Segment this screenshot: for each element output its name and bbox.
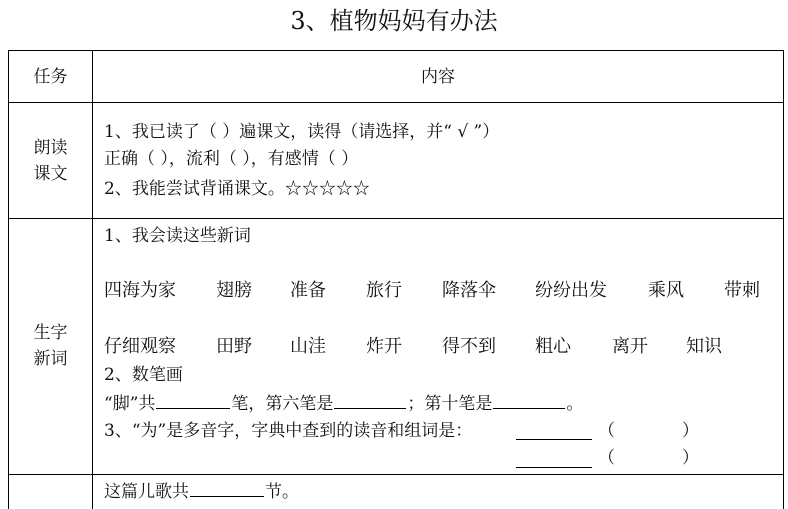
- page-title: 3、植物妈妈有办法: [290, 7, 498, 35]
- reading-divider: [8, 218, 784, 219]
- header-content: 内容: [421, 67, 455, 87]
- stroke-count-title: 2、数笔画: [104, 365, 183, 385]
- polyphone-question: 3、“为”是多音字，字典中查到的读音和组词是：: [104, 421, 473, 441]
- vocab-word: 知识: [686, 336, 722, 357]
- stroke-count-question: [104, 392, 583, 415]
- vocab-intro: 1、我会读这些新词: [104, 226, 251, 246]
- vocab-word: 离开: [612, 336, 648, 357]
- vocab-word: 旅行: [366, 280, 402, 301]
- table-left-border: [8, 50, 9, 509]
- vocab-word: 四海为家: [104, 280, 176, 301]
- stroke-text-a: “脚”共: [104, 394, 156, 414]
- vocab-word: 乘风: [648, 280, 684, 301]
- vocab-divider: [8, 474, 784, 475]
- paren-close: ）: [682, 421, 699, 441]
- sixth-stroke-blank[interactable]: [334, 392, 406, 409]
- vocab-word: 翅膀: [216, 280, 252, 301]
- reading-line-2: 正确（ ），流利（ ），有感情（ ）: [104, 149, 359, 169]
- table-top-border: [8, 50, 784, 51]
- stroke-text-d: 。: [566, 394, 584, 414]
- reading-line-3: 2、我能尝试背诵课文。☆☆☆☆☆: [104, 179, 370, 199]
- stroke-count-blank[interactable]: [156, 392, 230, 409]
- paren-close: ）: [682, 448, 699, 468]
- vocab-word: 纷纷出发: [535, 280, 607, 301]
- vocab-word: 粗心: [535, 336, 571, 357]
- stroke-text-c: ；第十笔是: [407, 394, 493, 414]
- vocab-label-line2: 新词: [33, 349, 68, 369]
- table-right-border: [783, 50, 784, 509]
- polyphone-blank-1[interactable]: [516, 439, 592, 440]
- reading-label-line1: 朗读: [33, 138, 68, 158]
- reading-line-1: 1、我已读了（ ）遍课文，读得（请选择，并“ √ ”）: [104, 122, 500, 142]
- stanza-count-blank[interactable]: [190, 480, 264, 497]
- song-text-b: 节。: [265, 482, 299, 502]
- vocab-word: 田野: [216, 336, 252, 357]
- tenth-stroke-blank[interactable]: [493, 392, 565, 409]
- song-question: [104, 480, 299, 503]
- column-divider: [92, 50, 93, 509]
- vocab-word: 山洼: [290, 336, 326, 357]
- vocab-word: 得不到: [442, 336, 496, 357]
- polyphone-blank-2[interactable]: [516, 467, 592, 468]
- vocab-word: 带刺: [724, 280, 760, 301]
- paren-open: （: [598, 448, 615, 468]
- song-text-a: 这篇儿歌共: [104, 482, 189, 502]
- vocab-label-line1: 生字: [33, 323, 68, 343]
- stroke-text-b: 笔，第六笔是: [231, 394, 334, 414]
- vocab-word: 仔细观察: [104, 336, 176, 357]
- paren-open: （: [598, 421, 615, 441]
- vocab-word: 炸开: [366, 336, 402, 357]
- header-divider: [8, 102, 784, 103]
- reading-label-line2: 课文: [33, 164, 68, 184]
- vocab-word: 准备: [290, 280, 326, 301]
- header-task: 任务: [33, 67, 68, 87]
- vocab-word: 降落伞: [442, 280, 496, 301]
